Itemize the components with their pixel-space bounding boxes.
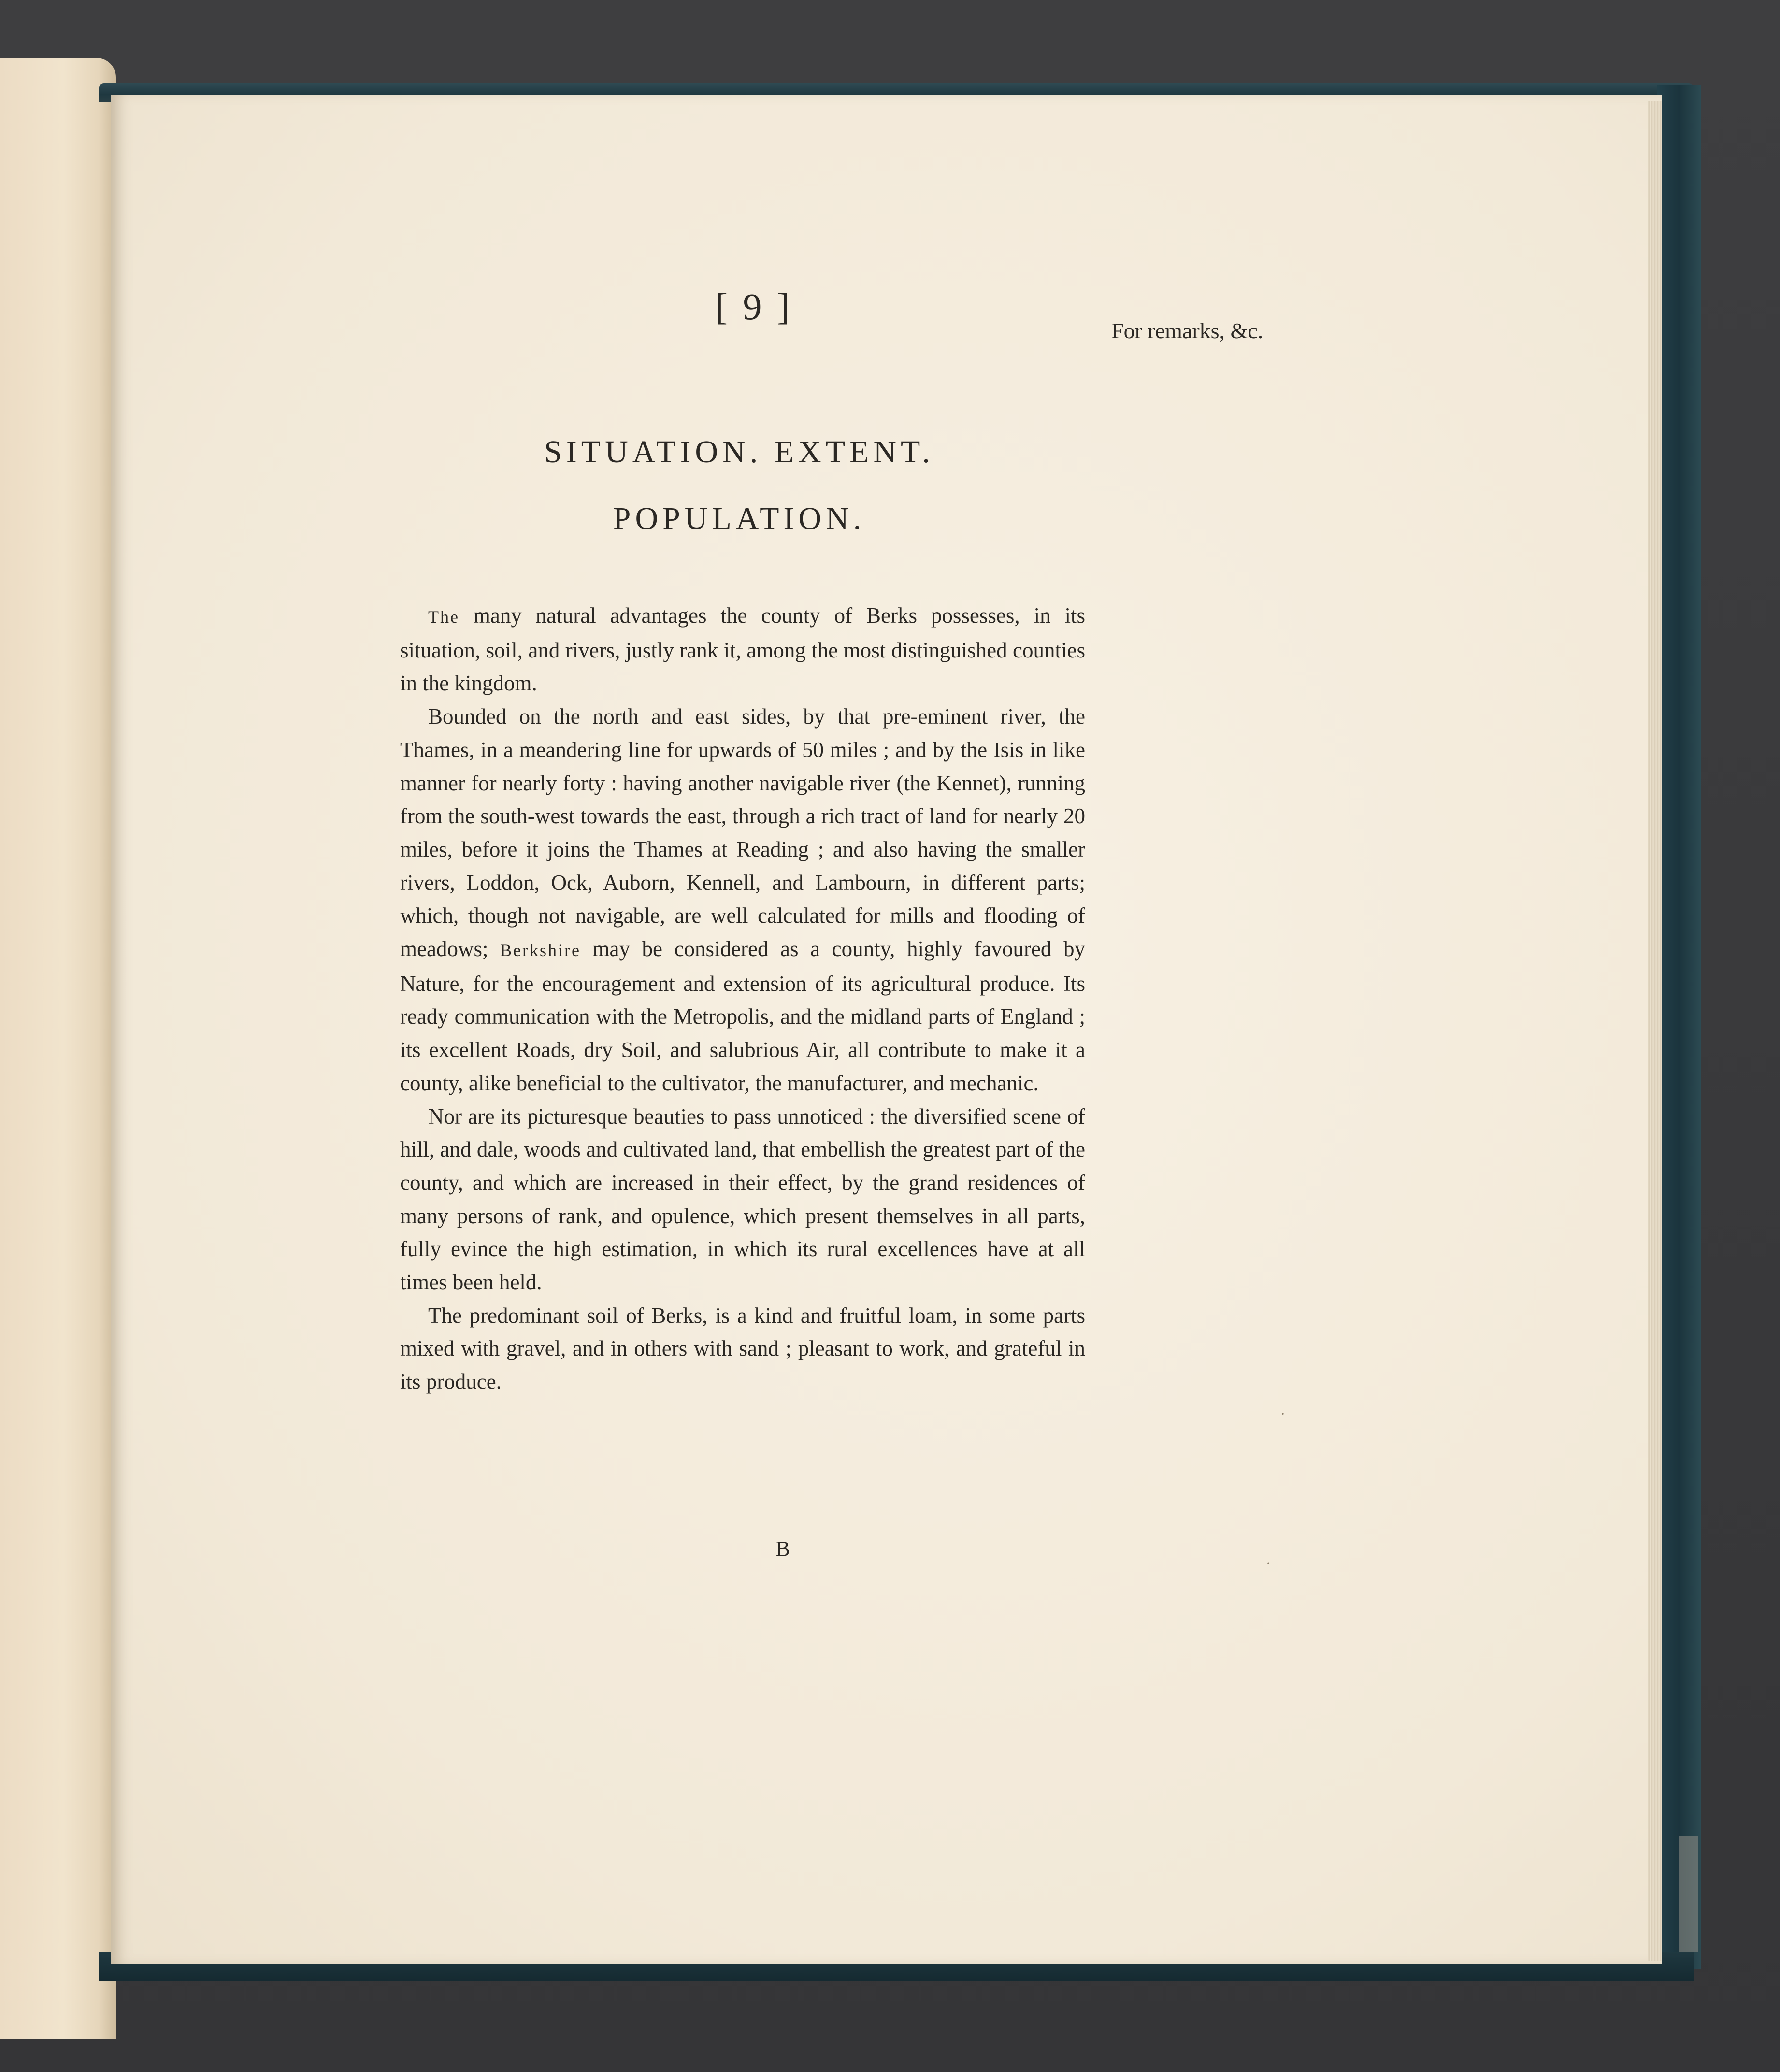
- paragraph-text: The predominant soil of Berks, is a kind and fruitful loam, in some parts mixed with gravel, and in others with sand ; pleasant to work, and grateful in its produce.: [400, 1303, 1085, 1394]
- paragraph: [400, 700, 1085, 1100]
- margin-note: For remarks, &c.: [1111, 318, 1263, 343]
- paragraph-text: Bounded on the north and east sides, by that pre-eminent river, the Thames, in a meandering line for upwards of 50 miles ; and by the Isis in like manner for nearly forty : having another navigable river (the Kennet), running from the south-west towards the east, through a rich tract of land for nearly 20 miles, before it joins the Thames at Reading ; and also having the smaller rivers, Loddon, Ock, Auborn, Kennell, and Lambourn, in different parts; which, though not navigable, are well calculated for mills and flooding of meadows;: [400, 704, 1085, 961]
- page-fore-edge: [1648, 101, 1662, 1961]
- left-facing-page: [0, 58, 116, 2039]
- paragraph-text: many natural advantages the county of Berks possesses, in its situation, soil, and rivers, justly rank it, among the most distinguished counties in the kingdom.: [400, 603, 1085, 696]
- page-number: [ 9 ]: [715, 286, 792, 328]
- paper-speck: ·: [1280, 1406, 1285, 1422]
- signature-mark: B: [775, 1537, 790, 1560]
- page-subtitle: POPULATION.: [613, 501, 866, 536]
- body-text: [400, 599, 1085, 1399]
- paragraph-text: Nor are its picturesque beauties to pass unnoticed : the diversified scene of hill, and dale, woods and cultivated land, that embellish the greatest part of the county, and which are increased in their effect, by the grand residences of many persons of rank, and opulence, which present themselves in all parts, fully evince the high estimation, in which its rural excellences have at all times been held.: [400, 1104, 1085, 1295]
- paragraph-text: may be considered as a county, highly favoured by Nature, for the encouragement and extension of its agricultural produce. Its ready communication with the Metropolis, and the midland parts of England ; its excellent Roads, dry Soil, and salubrious Air, all contribute to make it a county, alike beneficial to the cultivator, the manufacturer, and mechanic.: [400, 937, 1085, 1095]
- lead-word: The: [428, 607, 459, 627]
- paper-speck: ·: [1266, 1556, 1271, 1572]
- cover-wear: [1679, 1836, 1698, 1952]
- book-cover-right-edge: [1657, 85, 1701, 1969]
- paragraph: [400, 1100, 1085, 1299]
- paragraph: [400, 599, 1085, 700]
- paragraph: [400, 1299, 1085, 1399]
- emphasis-word: Berkshire: [500, 941, 581, 960]
- page-title: SITUATION. EXTENT.: [544, 434, 934, 470]
